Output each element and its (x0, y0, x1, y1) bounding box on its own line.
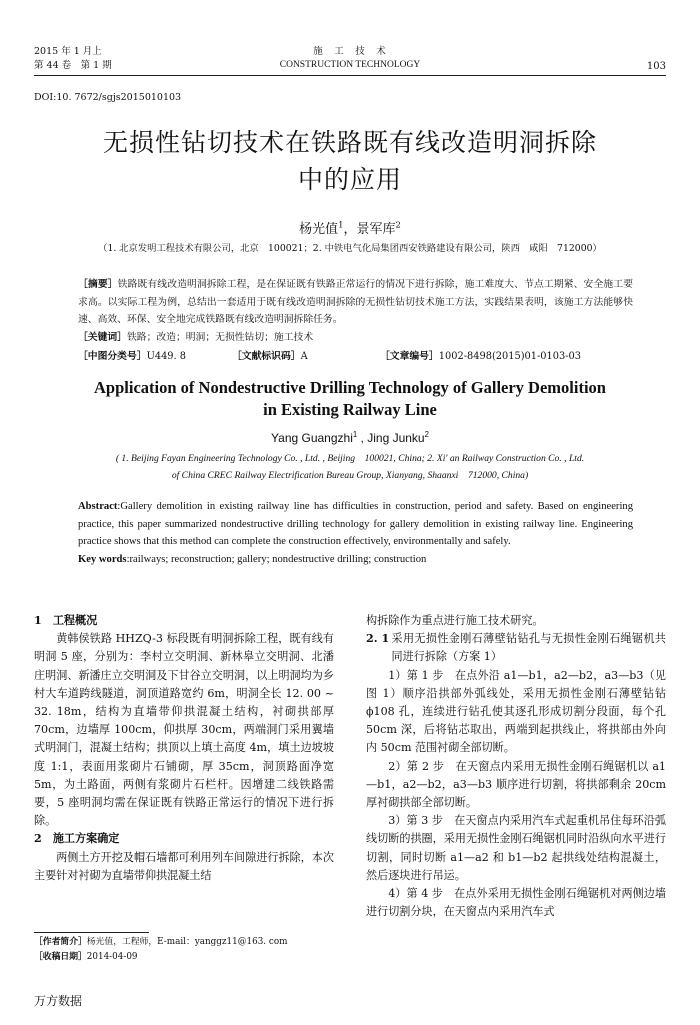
abstract-en-label: Abstract (78, 501, 118, 512)
header-rule (34, 75, 666, 76)
author-en-2-sup: 2 (424, 430, 429, 439)
title-en-line2: in Existing Railway Line (263, 400, 437, 419)
title-en-line1: Application of Nondestructive Drilling Technology of Gallery Demolition (94, 378, 606, 397)
keywords-en-text: :railways; reconstruction; gallery; nondestructive drilling; construction (126, 553, 427, 565)
subsection-2-1-number: 2. 1 (366, 632, 390, 646)
footnote (34, 935, 334, 965)
section-1-paragraph: 黄韩侯铁路 HHZQ-3 标段既有明洞拆除工程，既有线有明洞 5 座，分别为：李村立交明洞、新林皋立交明洞、北潘庄明洞、新潘庄立交明洞及下甘谷立交明洞，以上明洞均为乡村大车道跨线隧道，洞顶道路宽约 6m，明洞全长 12. 00 ~ 32. 18m，结构为直墙带仰拱混凝土结构，衬砌拱部厚 70cm，边墙厚 100cm，仰拱厚 30cm，两端洞门采用翼墙式明洞门，混凝土结构；拱顶以上填土高度 4m，填土边坡坡度 1:1，表面用浆砌片石铺砌，厚 35cm，洞顶路面净宽 5m，为土路面，两侧有浆砌片石栏杆。因增建二线铁路需要，5 座明洞均需在保证既有铁路正常运行的情况下进行拆除。 (34, 632, 334, 828)
section-1-title: 1 工程概况 (34, 614, 98, 627)
footnote-author-text: 杨光值，工程师，E-mail：yanggz11@163. com (86, 937, 288, 947)
doc-code-value: A (300, 351, 308, 362)
right-continuation: 构拆除作为重点进行施工技术研究。 (366, 614, 544, 627)
section-2-paragraph: 两侧土方开挖及帽石墙都可利用列车间隙进行拆除，本次主要针对衬砌为直墙带仰拱混凝土结 (34, 850, 334, 882)
step-3-paragraph: 3）第 3 步 在天窗点内采用汽车式起重机吊住每环沿弧线切断的拱圈，采用无损性金刚石绳锯机同时沿纵向水平进行切割，同时切断 a1—a2 和 b1—b2 起拱线处结构混凝土，然后逐块进行吊运。 (366, 814, 666, 882)
author-en-sep: , (357, 431, 368, 445)
abstract-cn-text: 铁路既有线改造明洞拆除工程，是在保证既有铁路正常运行的情况下进行拆除，施工难度大、节点工期紧、安全施工要求高。以实际工程为例，总结出一套适用于既有线改造明洞拆除的无损性钻切技术施工方法，实践结果表明，该施工方法能够快速、高效、环保、安全地完成铁路既有线改造明洞拆除任务。 (78, 279, 634, 325)
keywords-en-label: Key words (78, 553, 127, 565)
body-right-column (366, 612, 666, 921)
body-left-column (34, 612, 334, 885)
title-cn-line2: 中的应用 (297, 165, 402, 194)
author-en-1: Yang Guangzhi (271, 431, 353, 445)
author-en-1-sup: 1 (352, 430, 358, 439)
author-en-2: Jing Junku (367, 431, 425, 445)
author-cn-1-sup: 1 (338, 219, 344, 230)
article-no-label: ［文章编号］ (380, 351, 439, 362)
header-journal-cn: 施 工 技 术 (313, 46, 387, 57)
abstract-cn-label: ［摘要］ (78, 279, 118, 290)
subsection-2-1 (366, 630, 666, 666)
affiliation-en-line2: of China CREC Railway Electrification Bureau Group, Xianyang, Shaanxi 712000, China) (171, 470, 529, 481)
clc-value: U449. 8 (146, 351, 186, 362)
section-2-title: 2 施工方案确定 (34, 832, 120, 846)
footnote-date-label: ［收稿日期］ (34, 952, 87, 962)
abstract-cn (78, 276, 633, 346)
keywords-cn-label: ［关键词］ (78, 331, 127, 343)
abstract-en (78, 498, 633, 568)
footnote-date-text: 2014-04-09 (86, 952, 138, 962)
footer-brand: 万方数据 (34, 994, 83, 1008)
abstract-en-text: :Gallery demolition in existing railway line has difficulties in construction, period and safety. Based on engineering practice, this paper summarized nondestructive drilling technology for gallery demolition in existing railway line. Engineering practice shows that this method can complete the construction effectively, environmentally and safely. (78, 501, 633, 548)
authors-cn (0, 218, 700, 237)
doi: DOI:10. 7672/sgjs2015010103 (34, 92, 182, 103)
article-no-value: 1002-8498(2015)01-0103-03 (438, 351, 582, 362)
authors-en (0, 430, 700, 445)
affiliation-cn: （1. 北京发明工程技术有限公司，北京 100021；2. 中铁电气化局集团西安铁路建设有限公司，陕西 咸阳 712000） (98, 243, 602, 254)
author-cn-1: 杨光值 (299, 222, 339, 237)
affiliation-en (40, 450, 660, 484)
author-cn-sep: ， (343, 222, 357, 237)
step-4-paragraph: 4）第 4 步 在点外采用无损性金刚石绳锯机对两侧边墙进行切割分块，在天窗点内采用汽车式 (366, 887, 666, 919)
step-2-paragraph: 2）第 2 步 在天窗点内采用无损性金刚石绳锯机以 a1—b1，a2—b2，a3—b3 顺序进行切割，将拱部剩余 20cm 厚衬砌拱部全部切断。 (366, 759, 666, 810)
header-volume: 第 44 卷 第 1 期 (34, 60, 112, 71)
meta-cn-row (78, 348, 633, 365)
footnote-author-label: ［作者简介］ (34, 937, 87, 947)
subsection-2-1-title: 采用无损性金刚石薄壁钻钻孔与无损性金刚石绳锯机共同进行拆除（方案 1） (391, 632, 666, 664)
header-date: 2015 年 1 月上 (34, 46, 102, 57)
header-journal-en: CONSTRUCTION TECHNOLOGY (279, 60, 421, 70)
header-page-number: 103 (646, 61, 666, 72)
keywords-cn-text: 铁路；改造；明洞；无损性钻切；施工技术 (126, 331, 314, 343)
author-cn-2: 景军库 (356, 222, 396, 237)
author-cn-2-sup: 2 (395, 219, 401, 230)
step-1-paragraph: 1）第 1 步 在点外沿 a1—b1，a2—b2，a3—b3（见图 1）顺序沿拱部外弧线处，采用无损性金刚石薄壁钻钻 ϕ108 孔，连续进行钻孔使其逐孔形成切割分段面，每个孔 50cm 深，后将钻芯取出，两端到起拱线止，将拱部由外向内 50cm 范围衬砌全部切断。 (366, 668, 666, 755)
affiliation-en-line1: ( 1. Beijing Fayan Engineering Technology Co. , Ltd. , Beijing 100021, China; 2. Xi' an Railway Construction Co. , Ltd. (115, 453, 585, 464)
title-cn-line1: 无损性钻切技术在铁路既有线改造明洞拆除 (102, 128, 597, 157)
footnote-rule (34, 932, 149, 933)
clc-label: ［中图分类号］ (78, 351, 147, 362)
doc-code-label: ［文献标识码］ (232, 351, 301, 362)
